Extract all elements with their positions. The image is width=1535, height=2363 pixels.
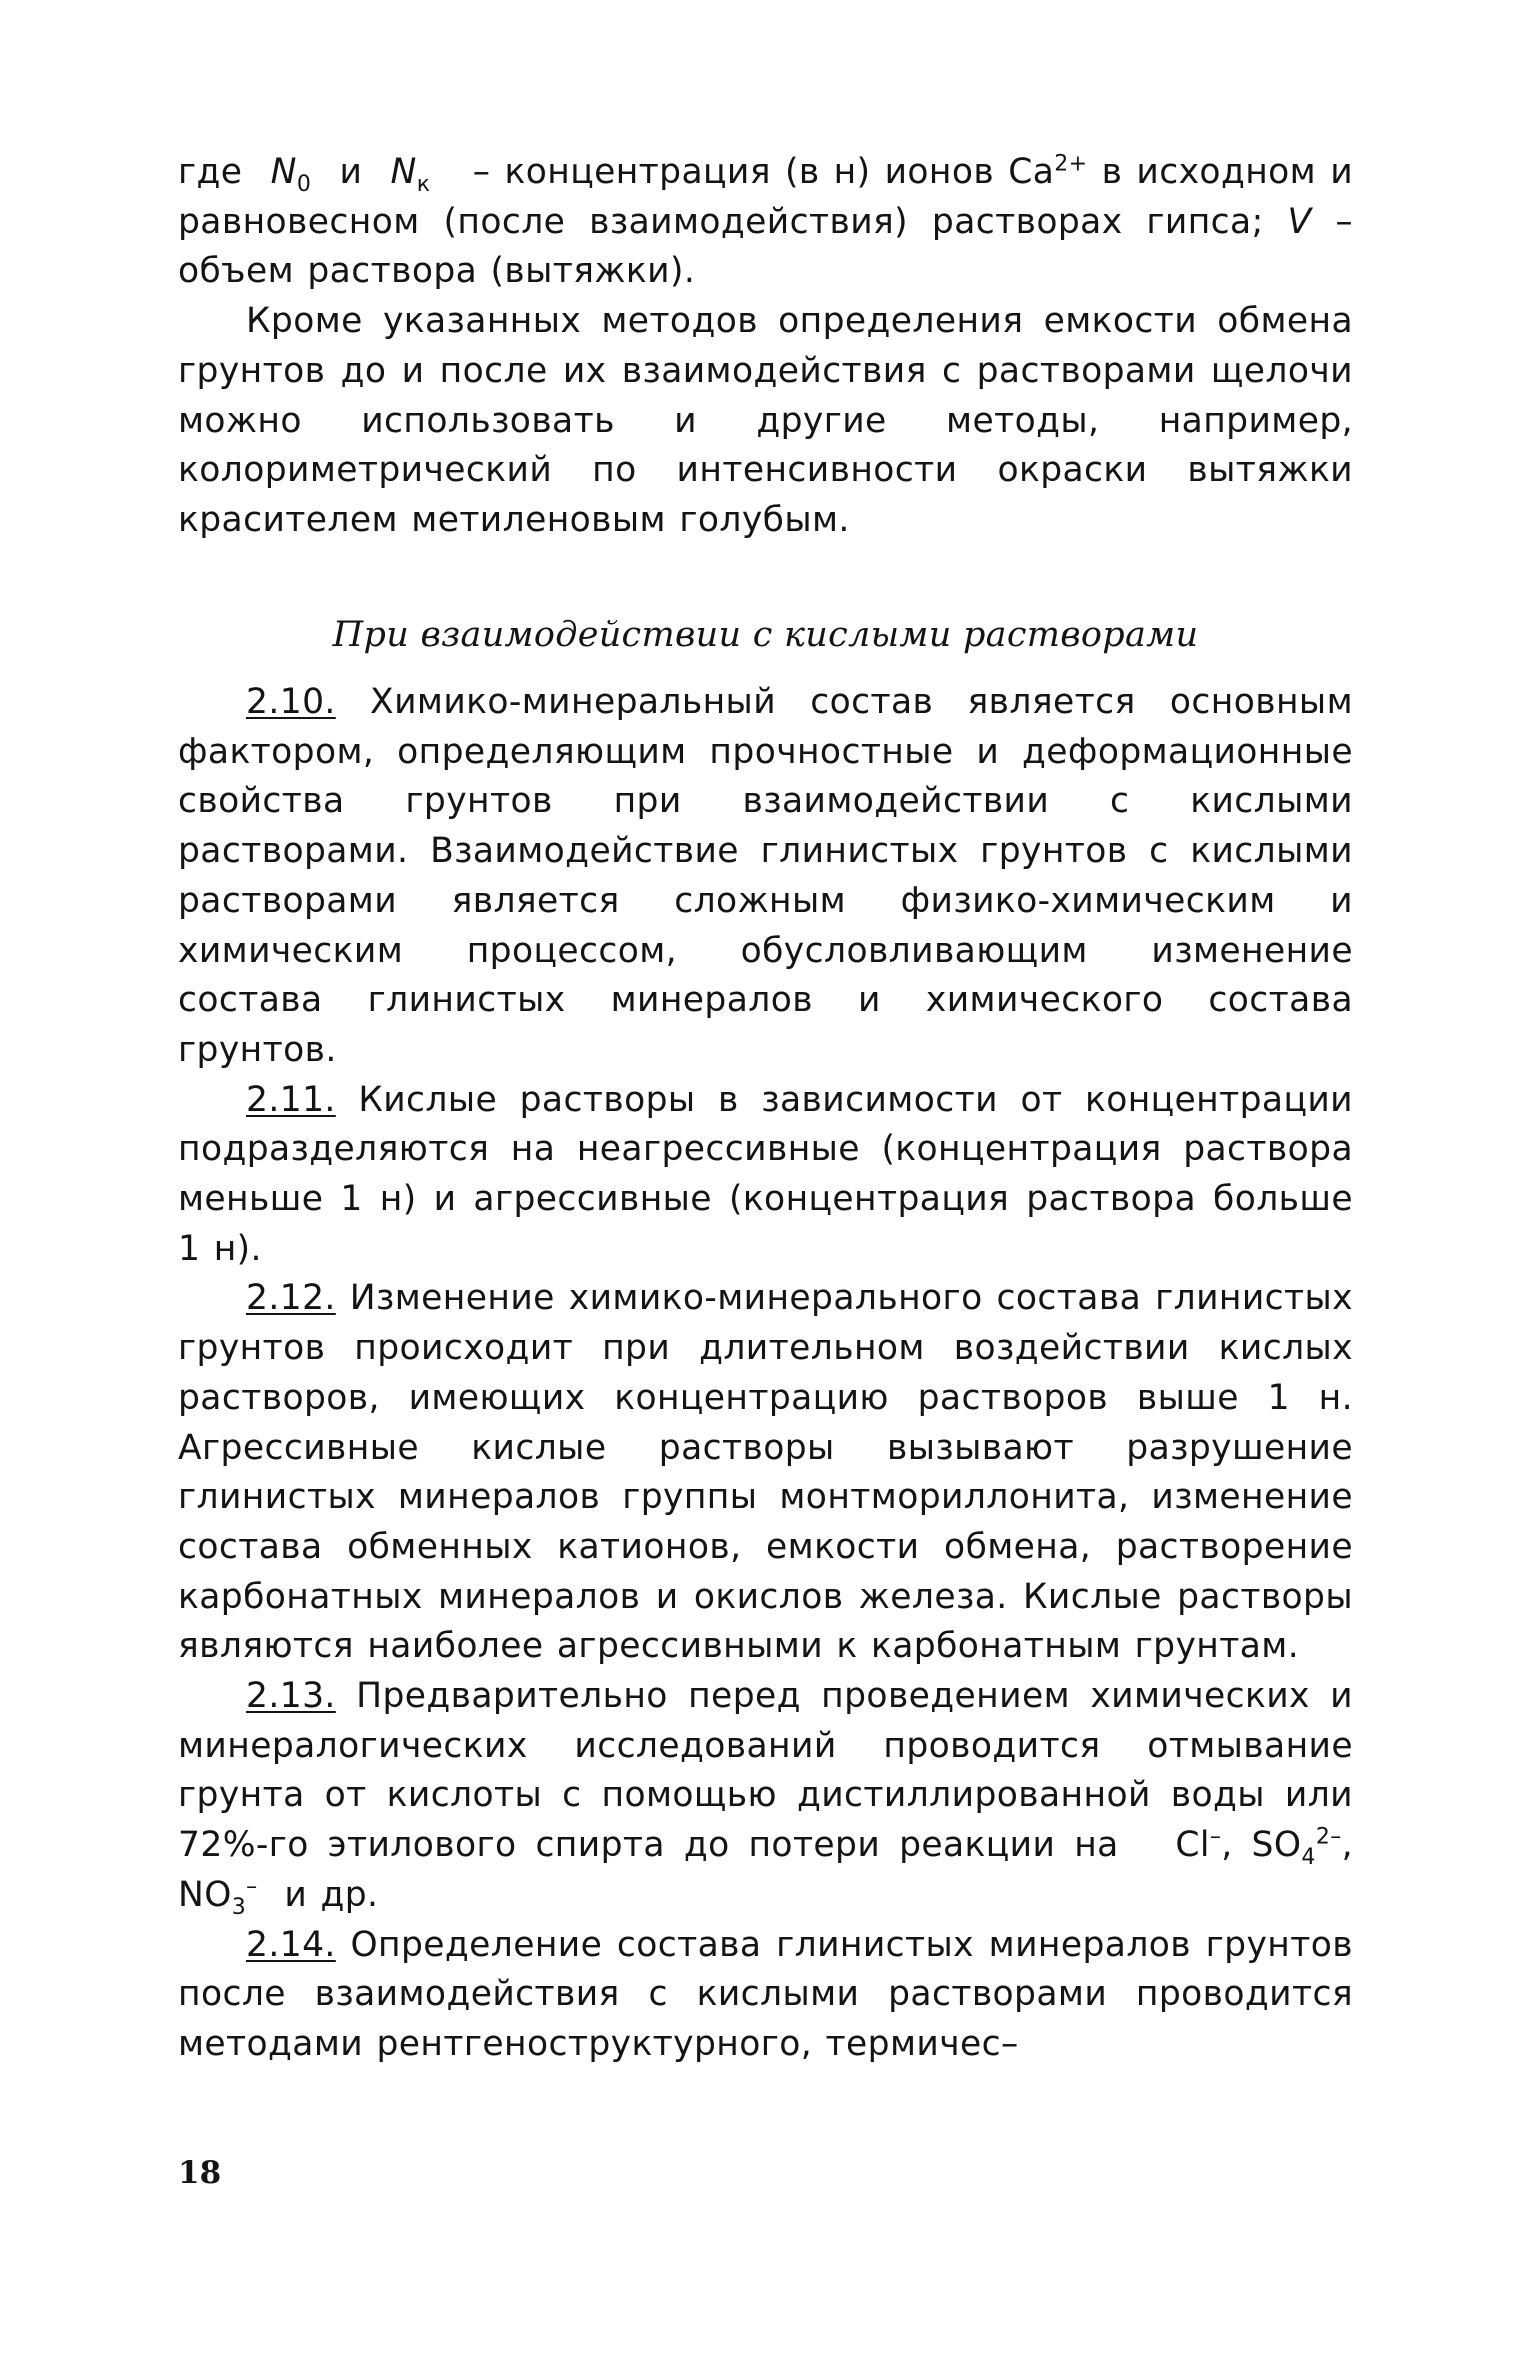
symbol-n0-subscript: 0: [296, 171, 312, 197]
item-number: 2.13.: [246, 1676, 336, 1717]
calcium-charge: 2+: [1054, 151, 1088, 177]
concentration-text: – концентрация (в н) ионов Ca: [472, 152, 1055, 192]
sulfate-charge: 2–: [1315, 1824, 1342, 1850]
solutions-text: в исходном и равновесном (после взаимодействия) растворах гипса;: [178, 152, 1354, 242]
item-2-11: [178, 1076, 1353, 1275]
item-text: Определение состава глинистых минералов грунтов после взаимодействия с кислыми растворами проводится методами рентгеноструктурного, термичес–: [178, 1924, 1353, 2064]
section-items: [178, 678, 1353, 2070]
item-text: Предварительно перед проведением химических и минералогических исследований проводится отмывание грунта от кислоты с помощью дистиллированной воды или 72%-го этилового спирта до потери реакции на: [178, 1676, 1353, 1866]
item-2-12: [178, 1274, 1353, 1672]
nitrate-subscript: 3: [231, 1894, 247, 1920]
nitrate-charge: –: [246, 1874, 258, 1900]
paragraph-intro: [178, 148, 1353, 297]
item-2-14: [178, 1921, 1353, 2070]
item-2-10: [178, 678, 1353, 1076]
item-text: Химико-минеральный состав является основным фактором, определяющим прочностные и деформационные свойства грунтов при взаимодействии с кислыми растворами. Взаимодействие глинистых грунтов с кислыми растворами является сложным физико-химическим и химическим процессом, обусловливающим изменение состава глинистых минералов и химического состава грунтов.: [178, 682, 1353, 1070]
chloride-charge: –: [1209, 1824, 1222, 1850]
sulfate-ion: SO: [1251, 1825, 1302, 1866]
symbol-n0: N: [270, 152, 297, 192]
item-text: Изменение химико-минерального состава глинистых грунтов происходит при длительном воздействии кислых растворов, имеющих концентрацию растворов выше 1 н. Агрессивные кислые растворы вызывают разрушение глинистых минералов группы монтмориллонита, изменение состава обменных катионов, емкости обмена, растворение карбонатных минералов и окислов железа. Кислые растворы являются наиболее агрессивными к карбонатным грунтам.: [178, 1278, 1353, 1667]
symbol-nk: N: [390, 152, 417, 192]
chloride-ion: Cl: [1175, 1825, 1210, 1866]
item-2-13: 2.13. Предварительно перед проведением химических и минералогических исследований проводится отмывание грунта от кислоты с помощью дистиллированной воды или 72%-го этилового спирта до потери реакции на Cl–, $SO_4^{2-}$, $NO_3^-$ и др.: [178, 1676, 1353, 1920]
item-number: 2.14.: [246, 1924, 336, 1965]
item-number: 2.12.: [246, 1278, 336, 1319]
section-heading: При взаимодействии с кислыми растворами: [332, 615, 1199, 655]
item-tail-text: и др.: [284, 1874, 379, 1915]
item-text: Кислые растворы в зависимости от концентрации подразделяются на неагрессивные (концентрация раствора меньше 1 н) и агрессивные (концентрация раствора больше 1 н).: [178, 1079, 1353, 1269]
word-and: и: [339, 152, 363, 192]
body-text: [178, 148, 1353, 546]
symbol-v: V: [1287, 201, 1312, 242]
nitrate-ion: NO: [178, 1874, 232, 1915]
word-where: где: [178, 152, 243, 192]
symbol-nk-subscript: к: [416, 171, 431, 197]
item-number: 2.10.: [246, 682, 336, 722]
volume-text: – объем раствора (вытяжки).: [178, 201, 1353, 292]
sulfate-subscript: 4: [1301, 1845, 1316, 1871]
paragraph-methods: Кроме указанных методов определения емкости обмена грунтов до и после их взаимодействия с растворами щелочи можно использовать и другие методы, например, колориметрический по интенсивности окраски вытяжки красителем метиленовым голубым.: [178, 301, 1353, 540]
page-number: 18: [178, 2155, 222, 2191]
item-number: 2.11.: [246, 1079, 336, 1120]
